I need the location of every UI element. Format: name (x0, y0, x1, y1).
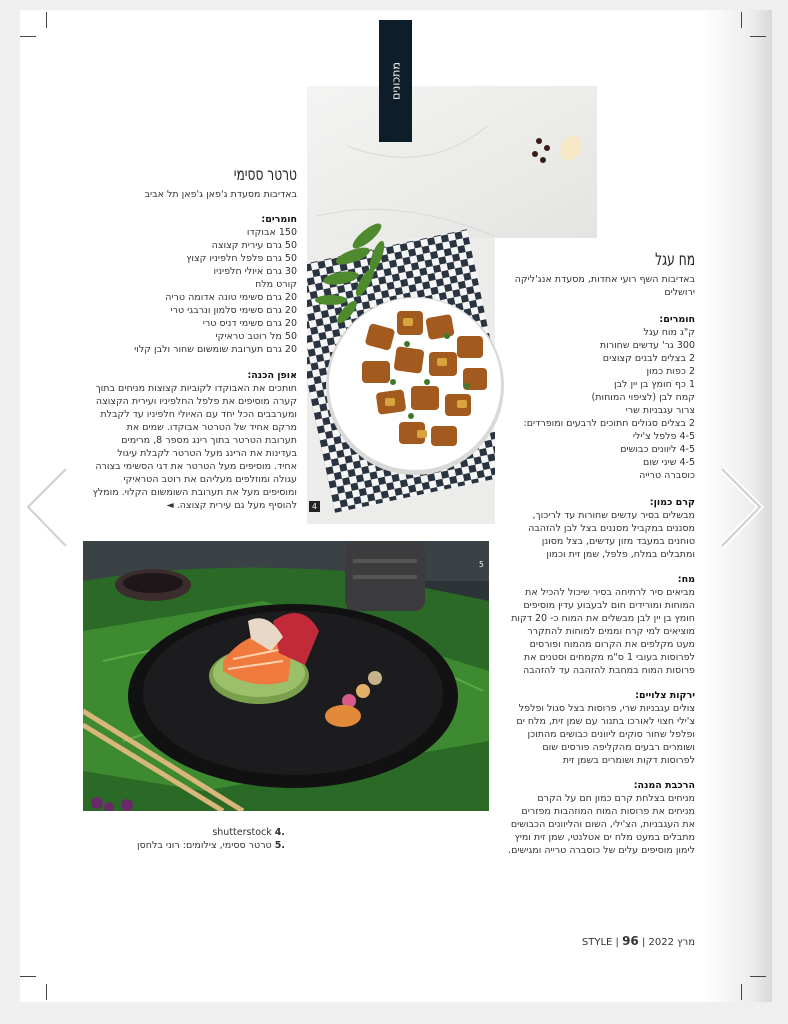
ingredient-item: 50 מל רוטב טראיקי (215, 331, 297, 342)
photo-sashimi-tartare (83, 541, 489, 811)
assembly-text: מניחים בצלחת קרם כמון חם על הקרם מניחים את פרוסות המוח המוזהבות מפזרים את העגבניות, הצ'ילי, השום והליוונים הכבושים מתבלים במעט מלח ים אטלנטי, שמן זית ומיץ לימון מוסיפים עלים של כוסברה טרייה ומגישים. (508, 793, 695, 856)
roasted-veg-text: צולים עגבניות שרי, פרוסות בצל סגול ופלפל צ'ילי חצוי לאורכו בתנור עם שמן זית, מלח ים ופלפל שחור סוקים ליוונים כבושים מהתוכן ושומרים רבעים מהקליפה פורסים שום לפרוסות דקות ושומרים בשמן זית (516, 703, 695, 766)
crop-mark (741, 984, 742, 1000)
caption-item (120, 839, 285, 852)
assembly-heading: הרכבת המנה: (633, 780, 695, 791)
recipe-calf-brain (508, 250, 695, 857)
page-footer (582, 934, 695, 948)
ingredient-item: 4-5 פלפל צ'ילי (632, 431, 695, 442)
caption-number: .5 (274, 840, 285, 851)
caption-text: shutterstock (212, 827, 272, 838)
crop-mark (46, 984, 47, 1000)
image-number-5: 5 (479, 560, 484, 569)
next-page-arrow[interactable] (716, 465, 766, 550)
ingredient-item: 2 בצלים לבנים קצוצים (602, 353, 695, 364)
ingredient-item: 20 גרם סשימי טונה אדומה טריה (165, 292, 297, 303)
crop-mark (20, 976, 36, 977)
cumin-cream-heading: קרם כמון: (649, 497, 695, 508)
photo-captions (120, 826, 285, 852)
crop-mark (750, 976, 766, 977)
ingredient-item: 20 גרם סשימי דניס טרי (202, 318, 297, 329)
crop-mark (750, 36, 766, 37)
caption-text: טרטר ססימי, צילומים: רוני בלחסן (136, 840, 272, 851)
caption-number: .4 (274, 827, 285, 838)
brain-text: מביאים סיר לרתיחה בסיר שיכול להכיל את המוחות ומורידים חום לבעבוע עדין מוסיפים חומץ בן יין לבן מבשלים את המוח כ- 20 דקות מוציאים למי קרח וממים למוחות להתקרר מעט מקלפים את הקרום מהמוח ופורסים לפרוסות בעובי 1 ס"מ מקמחים וסטנים את פרוסות המוח במחבת להזהבה עד להזהבה (511, 587, 695, 676)
ingredient-item: 20 גרם סשימי סלמון ונרבגי טרי (170, 305, 297, 316)
recipe-title: טרטר ססימי (233, 165, 297, 185)
caption-item (120, 826, 285, 839)
ingredient-item: קורט מלח (255, 279, 297, 290)
ingredient-item: 50 גרם עירית קצוצה (211, 240, 297, 251)
method-heading: אופן הכנה: (247, 370, 297, 381)
section-tab (379, 20, 412, 142)
ingredient-item: 20 גרם תערובת שומשום שחור ולבן קלוי (134, 344, 297, 355)
ingredient-item: 150 אבוקדו (246, 227, 297, 238)
ingredient-item: 2 בצלים סגולים חתוכים לרבעים ומופרדים: (523, 418, 695, 429)
ingredients-list (92, 226, 297, 356)
ingredient-item: צרור עגבניות שרי (625, 405, 695, 416)
page-number: 96 (622, 934, 639, 948)
recipe-credit: באדיבות השף רועי אחדות, מסעדת אנג'ליקה ירושלים (514, 274, 695, 298)
section-tab-label: מתכונים (389, 62, 402, 100)
crop-mark (20, 36, 36, 37)
ingredient-item: כוסברה טרייה (639, 470, 695, 481)
ingredient-item: ק"ג מוח עגל (643, 327, 695, 338)
ingredients-list (508, 326, 695, 482)
recipe-sashimi-tartare (92, 165, 297, 512)
cumin-cream-text: מבשלים בסיר עדשים שחורות עד לריכוך, מסננים במקביל מסננים בצל לבן להזהבה טוחנים במעבד מזון עדשים, בצל מסונן ומתבלים במלח, פלפל, שמן זית וכמון (528, 510, 695, 560)
ingredient-item: 50 גרם פלפל חלפיניו קצוץ (186, 253, 297, 264)
footer-text: STYLE | מרץ 2022 | (581, 937, 695, 948)
ingredients-heading: חומרים: (659, 314, 695, 325)
ingredient-item: 300 גר' עדשים שחורות (599, 340, 695, 351)
crop-mark (46, 12, 47, 28)
previous-page-arrow[interactable] (22, 465, 72, 550)
method-text: חותכים את האבוקדו לקוביות קצוצות מניחים בתוך קערה מוסיפים את פלפל החלפיניו ועירית הקצוצה ומערבבים הכל יחד עם האיולי חלפיניו עד לקבלת מרקם אחיד של הטרטר אבוקדו. שמים את תערובת הטרטר בתוך רינג מספר 8, מרימים בעדינות את הרינג מעל הטרטר לקבלת עיגול אחיד. מוסיפים מעל הטרטר את דגי הסשימי בצורה עגולה ומוזלפים מעליהם את רוטב הטראיקי ומוסיפים מעל את תערובת השומשום הקלוי. מומלץ להוסיף מעל גם עירית קצוצה. ◄ (92, 383, 297, 511)
ingredients-heading: חומרים: (261, 214, 297, 225)
ingredient-item: קמח לבן (לציפוי המוחות) (591, 392, 695, 403)
ingredient-item: 30 גרם איולי חלפיניו (213, 266, 297, 277)
crop-mark (741, 12, 742, 28)
ingredient-item: 4-5 ליוונים כבושים (620, 444, 695, 455)
roasted-veg-heading: ירקות צלויים: (635, 690, 695, 701)
ingredient-item: 2 כפות כמון (646, 366, 695, 377)
brain-heading: מח: (677, 574, 695, 585)
ingredient-item: 1 כף חומץ בן יין לבן (613, 379, 695, 390)
ingredient-item: 4-5 שיני שום (643, 457, 695, 468)
recipe-title: מח עגל (655, 250, 695, 270)
image-number-4: 4 (309, 501, 320, 512)
recipe-credit: באדיבות מסעדת ג'פאן ג'פאן תל אביב (144, 189, 297, 200)
